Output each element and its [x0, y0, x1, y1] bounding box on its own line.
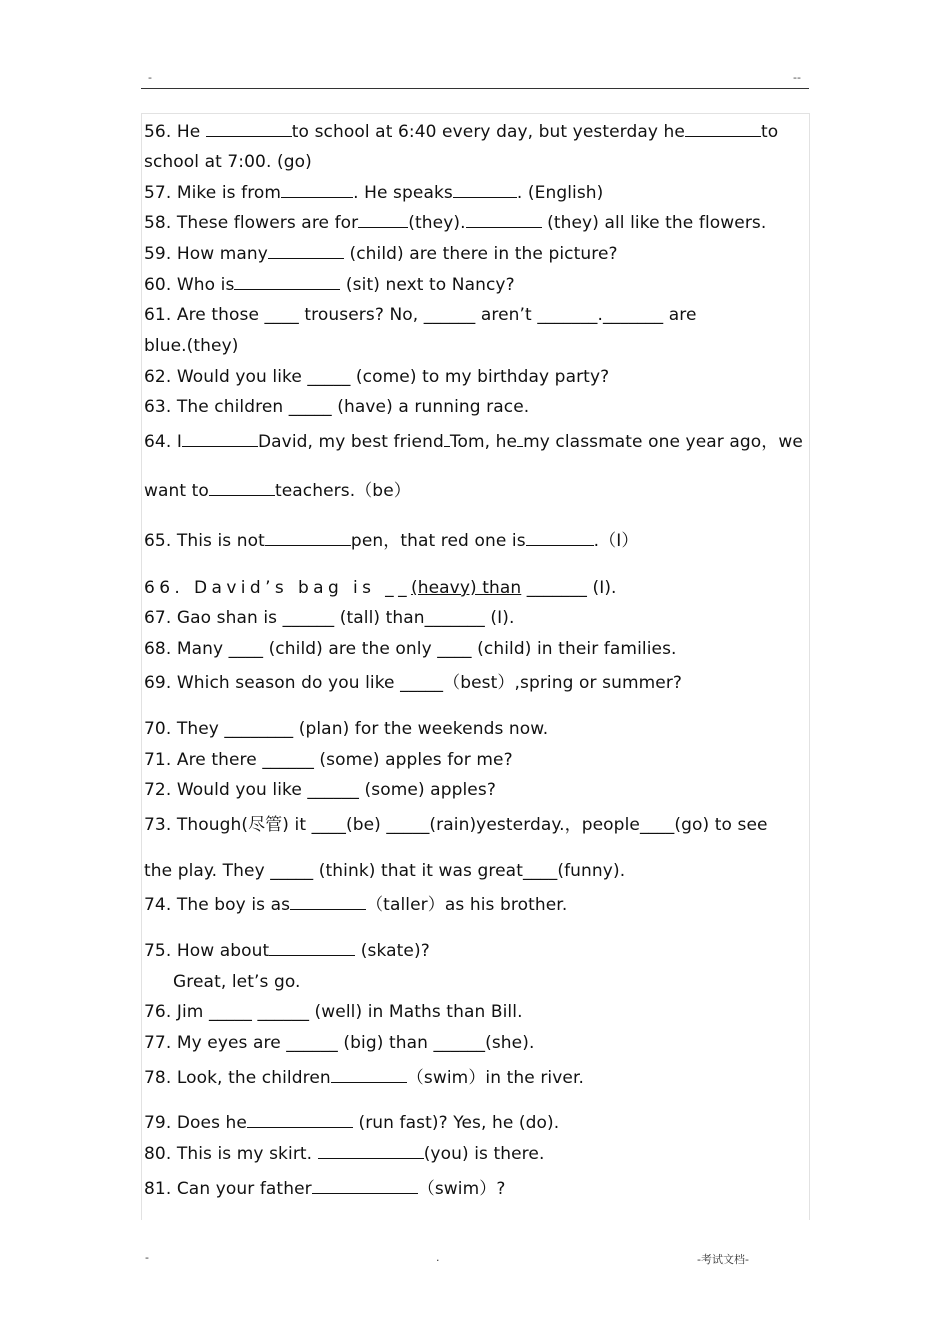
blank[interactable] [318, 1144, 424, 1159]
question-61-cont: blue.(they) [144, 336, 239, 356]
footer-center-mark: . [436, 1251, 440, 1264]
question-81: 81. Can your father （swim）? [144, 1179, 506, 1199]
blank[interactable] [685, 122, 761, 137]
question-61: 61. Are those ____ trousers? No, ______ aren’t _______._______ are [144, 305, 697, 325]
blank[interactable] [269, 941, 355, 956]
blank[interactable] [526, 531, 594, 546]
question-59: 59. How many (child) are there in the picture? [144, 244, 618, 264]
question-63: 63. The children _____ (have) a running race. [144, 397, 530, 417]
question-79: 79. Does he (run fast)? Yes, he (do). [144, 1113, 560, 1133]
question-62: 62. Would you like _____ (come) to my birthday party? [144, 367, 610, 387]
question-75: 75. How about (skate)? [144, 941, 430, 961]
blank[interactable] [312, 1179, 418, 1194]
question-74: 74. The boy is as （taller）as his brother. [144, 895, 568, 915]
question-73-cont: the play. They _____ (think) that it was great____(funny). [144, 861, 626, 881]
question-64: 64. I David, my best friend Tom, he my classmate one year ago，we [144, 432, 803, 452]
blank[interactable] [206, 122, 292, 137]
question-72: 72. Would you like ______ (some) apples? [144, 780, 496, 800]
question-60: 60. Who is (sit) next to Nancy? [144, 275, 515, 295]
blank[interactable] [466, 213, 542, 228]
blank[interactable] [268, 244, 344, 259]
blank[interactable] [290, 895, 366, 910]
blank[interactable] [234, 275, 340, 290]
question-57: 57. Mike is from . He speaks . (English) [144, 183, 604, 203]
question-78: 78. Look, the children （swim）in the river. [144, 1068, 584, 1088]
blank[interactable] [331, 1068, 407, 1083]
question-75-answer: Great, let’s go. [173, 972, 301, 992]
question-64-cont: want to teachers.（be） [144, 481, 411, 501]
blank[interactable] [182, 432, 258, 447]
question-68: 68. Many ____ (child) are the only ____ (child) in their families. [144, 639, 677, 659]
question-76: 76. Jim _____ ______ (well) in Maths than Bill. [144, 1002, 523, 1022]
blank[interactable] [265, 531, 351, 546]
question-69: 69. Which season do you like _____（best）,spring or summer? [144, 673, 683, 693]
blank[interactable] [358, 213, 408, 228]
header-right-mark: -- [793, 71, 801, 84]
footer-label: -考试文档- [697, 1253, 749, 1266]
question-66: 66. David’s bag is __(heavy) than _______ (I). [144, 578, 617, 598]
question-71: 71. Are there ______ (some) apples for me? [144, 750, 513, 770]
blank[interactable] [209, 481, 275, 496]
question-67: 67. Gao shan is ______ (tall) than_______ (I). [144, 608, 515, 628]
question-58: 58. These flowers are for (they). (they) all like the flowers. [144, 213, 767, 233]
question-73: 73. Though(尽管) it ____(be) _____(rain)yesterday.，people____(go) to see [144, 815, 768, 835]
question-77: 77. My eyes are ______ (big) than ______(she). [144, 1033, 535, 1053]
question-70: 70. They ________ (plan) for the weekends now. [144, 719, 549, 739]
footer-left-mark: - [145, 1251, 149, 1264]
question-65: 65. This is not pen，that red one is .（I） [144, 531, 639, 551]
blank[interactable] [281, 183, 353, 198]
header-left-mark: - [148, 71, 152, 84]
question-56-cont: school at 7:00. (go) [144, 152, 312, 172]
blank[interactable] [247, 1113, 353, 1128]
question-80: 80. This is my skirt. (you) is there. [144, 1144, 545, 1164]
question-56: 56. He to school at 6:40 every day, but yesterday he to [144, 122, 779, 142]
header-rule [141, 88, 809, 89]
blank[interactable] [453, 183, 517, 198]
